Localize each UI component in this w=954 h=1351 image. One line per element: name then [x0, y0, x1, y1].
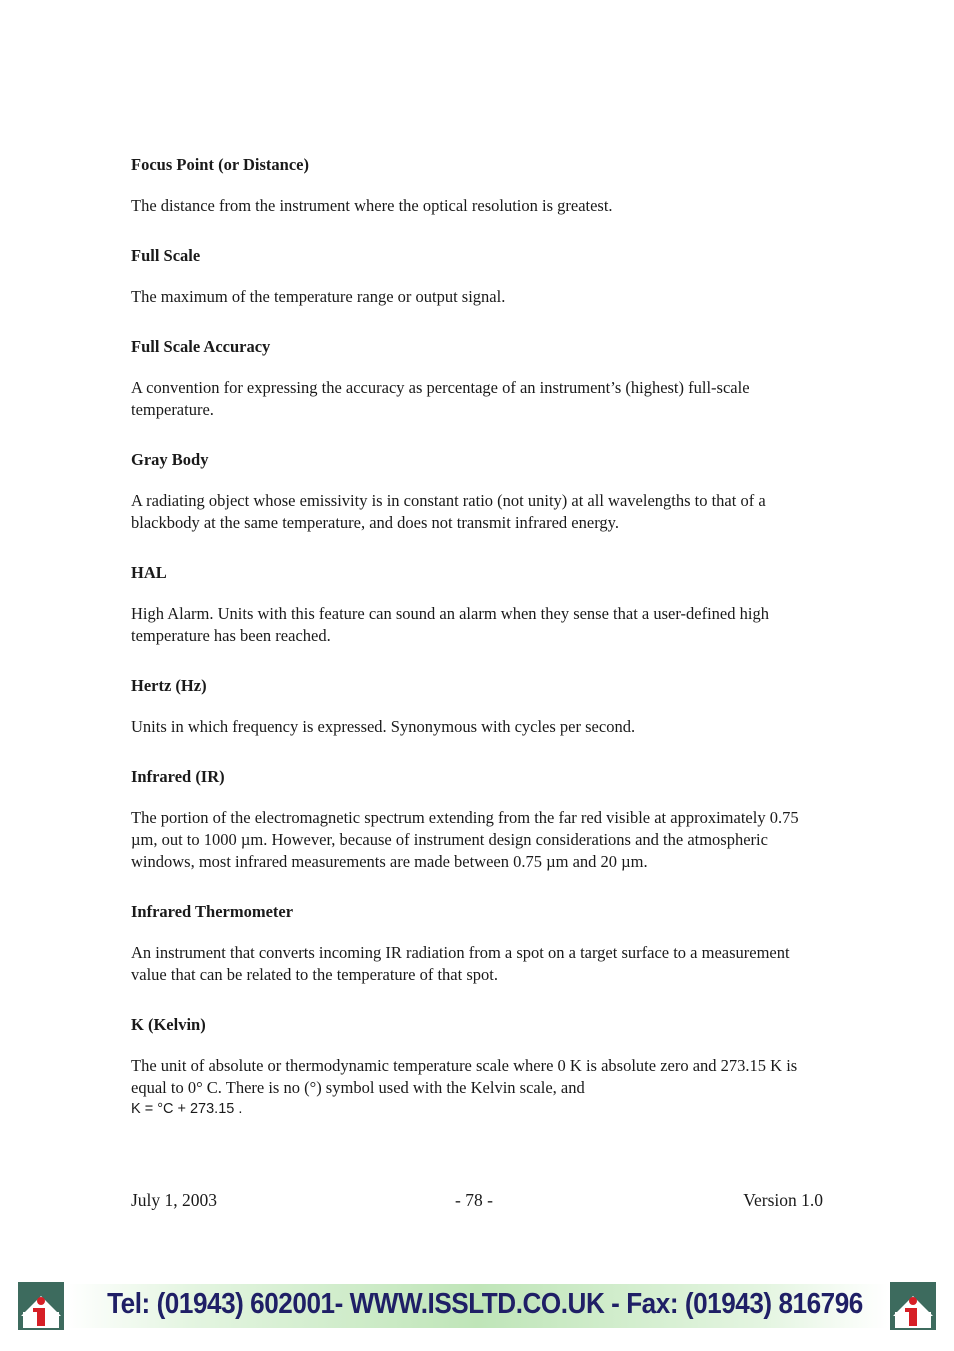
footer-page-number: - 78 -	[455, 1190, 493, 1210]
entry-definition: The portion of the electromagnetic spectrum extending from the far red visible at approximately 0.75 µm, out to 1000 µm. However, because of instrument design considerations and the atmospheric windows, most infrared measurements are made between 0.75 µm and 20 µm.	[131, 808, 799, 871]
glossary-entry	[131, 901, 821, 986]
entry-definition: High Alarm. Units with this feature can sound an alarm when they sense that a user-defined high temperature has been reached.	[131, 604, 769, 645]
banner-contact-text: Tel: (01943) 602001- WWW.ISSLTD.CO.UK - Fax: (01943) 816796	[107, 1288, 863, 1320]
entry-term: Infrared (IR)	[131, 767, 225, 786]
entry-term: Full Scale Accuracy	[131, 337, 271, 356]
entry-definition: Units in which frequency is expressed. Synonymous with cycles per second.	[131, 717, 636, 736]
entry-term: HAL	[131, 563, 167, 582]
glossary-entry	[131, 449, 821, 534]
glossary-entry	[131, 336, 821, 421]
entry-term: K (Kelvin)	[131, 1015, 206, 1034]
entry-definition: The distance from the instrument where the optical resolution is greatest.	[131, 196, 613, 215]
glossary-entry	[131, 562, 821, 647]
entry-definition: The maximum of the temperature range or output signal.	[131, 287, 506, 306]
info-logo-icon	[890, 1282, 936, 1330]
glossary-entry	[131, 675, 821, 738]
kelvin-formula: K = °C + 273.15 .	[131, 1101, 243, 1117]
entry-term: Hertz (Hz)	[131, 676, 207, 695]
page-footer	[131, 1190, 823, 1214]
glossary-entry	[131, 154, 821, 217]
info-logo-icon	[18, 1282, 64, 1330]
entry-term: Full Scale	[131, 246, 201, 265]
glossary-entry	[131, 245, 821, 308]
entry-term: Infrared Thermometer	[131, 902, 294, 921]
entry-definition: A convention for expressing the accuracy as percentage of an instrument’s (highest) full-scale temperature.	[131, 378, 750, 419]
glossary-entry	[131, 1014, 821, 1120]
contact-banner	[18, 1282, 936, 1330]
entry-term: Gray Body	[131, 450, 209, 469]
footer-date: July 1, 2003	[131, 1190, 218, 1210]
entry-definition: An instrument that converts incoming IR radiation from a spot on a target surface to a measurement value that can be related to the temperature of that spot.	[131, 943, 790, 984]
glossary-entry	[131, 766, 821, 873]
entry-definition: A radiating object whose emissivity is in constant ratio (not unity) at all wavelengths to that of a blackbody at the same temperature, and does not transmit infrared energy.	[131, 491, 766, 532]
entry-definition: The unit of absolute or thermodynamic temperature scale where 0 K is absolute zero and 273.15 K is equal to 0° C. There is no (°) symbol used with the Kelvin scale, and	[131, 1056, 798, 1097]
entry-term: Focus Point (or Distance)	[131, 155, 309, 174]
glossary-content	[131, 154, 821, 1148]
footer-version: Version 1.0	[743, 1190, 823, 1210]
